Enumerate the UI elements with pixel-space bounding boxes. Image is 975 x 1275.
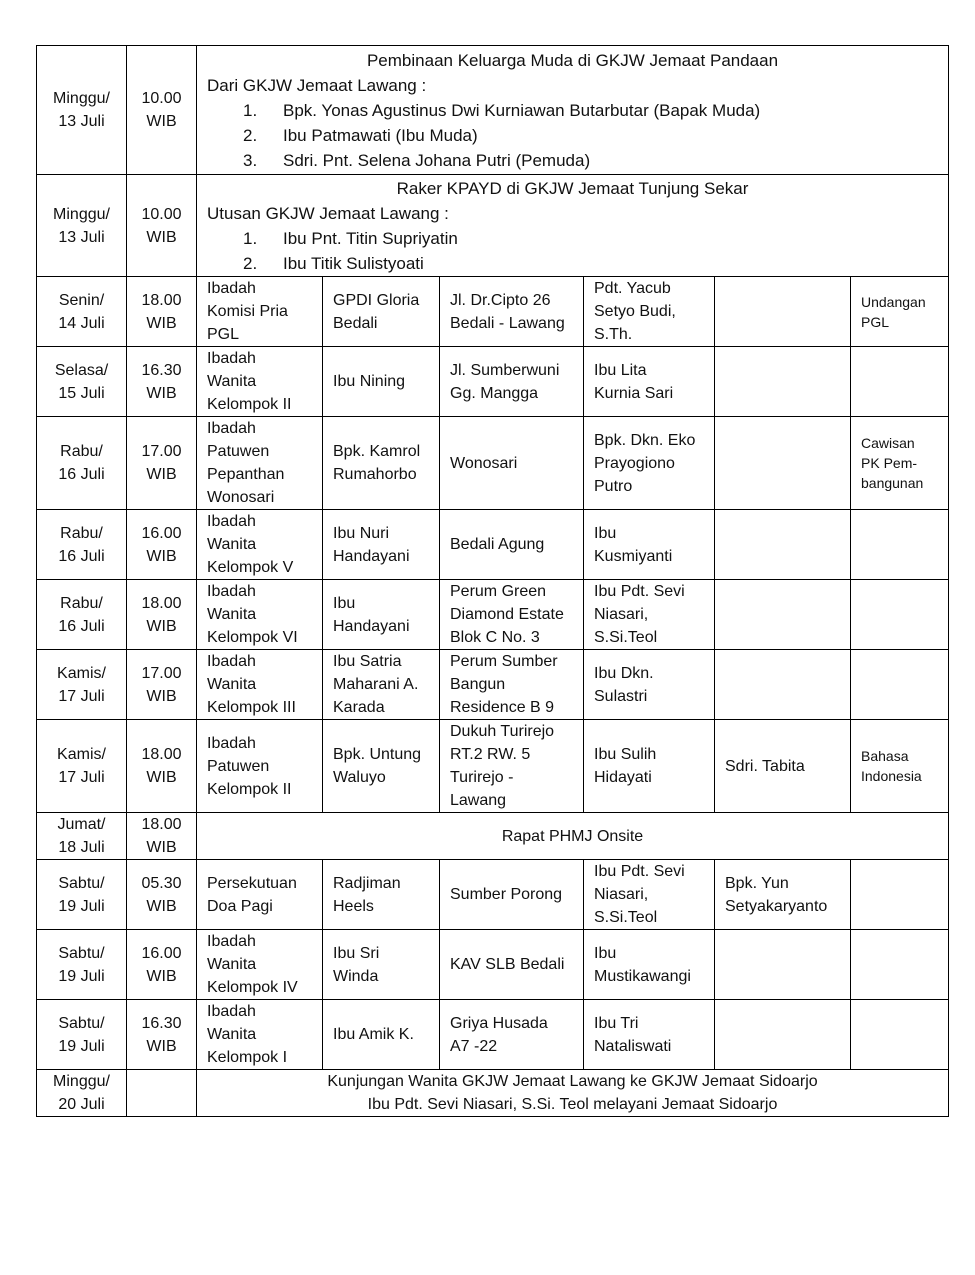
place-cell [440,650,584,720]
time-value: 16.30 [141,361,182,379]
host-line: Ibu Sri [333,944,380,962]
place-line: Bangun [450,676,506,693]
assistant-cell [715,860,851,930]
time-value: 16.30 [141,1014,182,1032]
meeting-row [37,813,949,860]
place-line: Blok C No. 3 [450,629,540,646]
schedule-row [37,417,949,510]
host-line: Bpk. Untung [333,746,422,763]
assistant-line: Sdri. Tabita [725,757,805,775]
time-value: 18.00 [141,746,182,763]
preacher-line: Nataliswati [594,1037,672,1055]
time-cell [127,580,197,650]
assistant-cell [715,510,851,580]
place-line: Residence B 9 [450,699,555,716]
assistant-cell [715,930,851,1000]
preacher-line: Niasari, [594,886,649,903]
time-zone: WIB [146,113,177,130]
schedule-row [37,347,949,417]
place-cell [440,277,584,347]
event-line: Kelompok II [207,396,292,413]
special-event-detail [197,175,949,277]
host-line: Maharani A. [333,676,419,693]
day-name: Sabtu/ [58,1014,105,1032]
day-date: 16 Juli [58,466,105,483]
event-cell [197,720,323,813]
day-cell [37,175,127,277]
day-name: Sabtu/ [58,874,105,892]
preacher-line: Kusmiyanti [594,547,673,565]
preacher-cell [584,347,715,417]
host-cell [323,720,440,813]
preacher-line: Bpk. Dkn. Eko [594,431,696,449]
note-line: Cawisan [861,435,915,451]
preacher-cell [584,1000,715,1070]
time-value: 17.00 [141,664,182,682]
event-line: Patuwen [207,757,270,775]
day-date: 17 Juli [58,769,105,786]
note-cell [851,580,949,650]
place-line: Bedali Agung [450,536,545,553]
day-cell [37,1000,127,1070]
host-line: Ibu Amik K. [333,1026,414,1043]
host-line: Handayani [333,547,410,565]
host-line: Ibu Satria [333,653,402,670]
event-line: Patuwen [207,443,270,460]
place-line: Sumber Porong [450,886,563,903]
special-event-subtitle: Utusan GKJW Jemaat Lawang : [207,203,449,223]
assistant-cell [715,720,851,813]
note-line: Indonesia [861,768,922,784]
time-value: 16.00 [141,524,182,542]
preacher-line: Putro [594,477,633,495]
day-cell [37,1070,127,1117]
time-zone: WIB [146,384,177,402]
day-name: Jumat/ [57,816,106,833]
place-line: Griya Husada [450,1014,548,1032]
event-line: Kelompok II [207,780,292,798]
host-line: Waluyo [333,769,386,786]
place-line: Gg. Mangga [450,384,539,402]
day-cell [37,930,127,1000]
note-cell [851,347,949,417]
host-line: Ibu [333,594,356,612]
note-line: bangunan [861,475,924,491]
place-line: KAV SLB Bedali [450,956,565,973]
event-line: Kelompok VI [207,629,298,646]
host-cell [323,650,440,720]
event-cell [197,860,323,930]
preacher-line: Niasari, [594,606,649,623]
time-cell [127,46,197,175]
day-cell [37,650,127,720]
day-name: Selasa/ [54,361,109,379]
day-date: 13 Juli [58,113,105,130]
time-value: 18.00 [141,291,182,309]
time-zone: WIB [146,466,177,483]
schedule-row [37,930,949,1000]
preacher-cell [584,510,715,580]
day-cell [37,813,127,860]
event-cell [197,277,323,347]
day-date: 14 Juli [58,314,105,332]
host-line: Heels [333,897,374,915]
visit-line: Kunjungan Wanita GKJW Jemaat Lawang ke GKJW Jemaat Sidoarjo [327,1073,818,1090]
participant-item [243,251,938,276]
participant-list [207,98,938,173]
event-cell [197,347,323,417]
place-line: A7 -22 [450,1037,498,1055]
participant-number: 1. [243,228,258,248]
time-zone: WIB [146,769,177,786]
day-name: Minggu/ [53,205,110,223]
participant-number: 3. [243,150,258,170]
preacher-line: Pdt. Yacub [594,280,671,297]
place-cell [440,580,584,650]
event-line: Ibadah [207,933,256,950]
event-line: Ibadah [207,420,256,437]
special-event-detail [197,46,949,175]
place-cell [440,417,584,510]
time-value: 10.00 [141,90,182,107]
time-value: 18.00 [141,816,182,833]
event-line: PGL [207,326,240,343]
event-line: Ibadah [207,1003,256,1020]
meeting-text: Rapat PHMJ Onsite [501,827,644,845]
assistant-line: Bpk. Yun [725,874,789,892]
event-line: Ibadah [207,653,256,670]
participant-item [243,98,938,123]
day-date: 18 Juli [58,839,105,856]
day-date: 13 Juli [58,228,105,246]
participant-item [243,123,938,148]
preacher-line: Ibu Pdt. Sevi [594,583,685,600]
note-line: PK Pem- [861,455,918,471]
assistant-cell [715,580,851,650]
day-name: Sabtu/ [58,944,105,962]
day-cell [37,580,127,650]
note-cell [851,720,949,813]
time-zone: WIB [146,1037,177,1055]
place-line: RT.2 RW. 5 [450,746,531,763]
place-cell [440,510,584,580]
day-cell [37,46,127,175]
participant-name: Ibu Pnt. Titin Supriyatin [283,228,458,248]
schedule-body [37,46,949,1117]
preacher-line: S.Si.Teol [594,909,658,926]
schedule-row [37,1000,949,1070]
event-cell [197,417,323,510]
visit-line: Ibu Pdt. Sevi Niasari, S.Si. Teol melayani Jemaat Sidoarjo [367,1096,778,1113]
host-cell [323,1000,440,1070]
event-line: Wanita [207,676,257,693]
special-event-subtitle: Dari GKJW Jemaat Lawang : [207,75,427,95]
day-cell [37,860,127,930]
special-event-title: Pembinaan Keluarga Muda di GKJW Jemaat Pandaan [366,50,779,70]
day-cell [37,277,127,347]
event-line: Doa Pagi [207,897,273,915]
time-cell [127,813,197,860]
day-date: 17 Juli [58,687,105,705]
day-cell [37,720,127,813]
host-cell [323,347,440,417]
day-date: 15 Juli [58,384,105,402]
host-line: Bedali [333,314,378,332]
day-date: 19 Juli [58,967,105,985]
preacher-line: Ibu Dkn. [594,664,654,682]
schedule-row [37,510,949,580]
host-line: GPDI Gloria [333,291,420,309]
time-cell [127,1000,197,1070]
note-line: PGL [861,313,890,330]
host-cell [323,860,440,930]
assistant-cell [715,1000,851,1070]
event-line: Persekutuan [207,874,297,892]
event-line: Pepanthan [207,466,285,483]
day-date: 19 Juli [58,897,105,915]
event-line: Ibadah [207,350,256,367]
time-value: 18.00 [141,594,182,612]
day-name: Rabu/ [60,594,103,612]
note-cell [851,930,949,1000]
event-line: Komisi Pria [207,303,288,320]
time-cell [127,650,197,720]
time-cell [127,510,197,580]
participant-name: Ibu Titik Sulistyoati [283,253,424,273]
event-line: Kelompok III [207,699,296,716]
time-zone: WIB [146,967,177,985]
day-date: 16 Juli [58,547,105,565]
meeting-cell [197,813,949,860]
event-cell [197,510,323,580]
time-zone: WIB [146,897,177,915]
event-line: Wanita [207,373,257,390]
host-line: Karada [333,699,385,716]
place-line: Jl. Dr.Cipto 26 [450,291,551,309]
day-name: Kamis/ [57,664,106,682]
preacher-line: Hidayati [594,769,652,786]
participant-name: Bpk. Yonas Agustinus Dwi Kurniawan Butarbutar (Bapak Muda) [283,100,761,120]
time-zone: WIB [146,839,177,856]
preacher-cell [584,580,715,650]
host-cell [323,510,440,580]
time-zone: WIB [146,617,177,635]
preacher-line: Setyo Budi, [594,303,676,320]
time-value: 10.00 [141,205,182,223]
host-line: Bpk. Kamrol [333,443,421,460]
preacher-line: S.Th. [594,326,633,343]
assistant-cell [715,277,851,347]
place-cell [440,860,584,930]
host-line: Ibu Nining [333,373,406,390]
time-zone: WIB [146,687,177,705]
time-cell [127,930,197,1000]
event-line: Kelompok IV [207,979,298,996]
note-cell [851,860,949,930]
day-name: Rabu/ [60,524,103,542]
event-line: Kelompok I [207,1049,288,1066]
place-line: Bedali - Lawang [450,314,565,332]
note-cell [851,1000,949,1070]
preacher-line: Sulastri [594,687,648,705]
day-cell [37,417,127,510]
host-cell [323,277,440,347]
participant-item [243,226,938,251]
time-cell [127,417,197,510]
preacher-cell [584,720,715,813]
time-value: 16.00 [141,944,182,962]
preacher-cell [584,930,715,1000]
schedule-row [37,650,949,720]
preacher-line: Kurnia Sari [594,384,674,402]
time-zone: WIB [146,314,177,332]
assistant-line: Setyakaryanto [725,897,828,915]
time-cell [127,1070,197,1117]
event-cell [197,930,323,1000]
place-line: Jl. Sumberwuni [450,361,560,379]
special-event-row [37,175,949,277]
event-line: Wanita [207,606,257,623]
visit-row [37,1070,949,1117]
event-line: Wanita [207,536,257,553]
day-cell [37,510,127,580]
day-name: Rabu/ [60,443,103,460]
day-name: Senin/ [58,291,105,309]
event-line: Wonosari [207,489,275,506]
preacher-line: Ibu Pdt. Sevi [594,863,685,880]
place-line: Perum Sumber [450,653,558,670]
special-event-row [37,46,949,175]
preacher-line: Ibu Tri [594,1014,639,1032]
host-line: Rumahorbo [333,466,417,483]
place-line: Wonosari [450,454,518,472]
event-cell [197,580,323,650]
schedule-row [37,860,949,930]
event-cell [197,650,323,720]
host-cell [323,417,440,510]
host-cell [323,930,440,1000]
preacher-line: Ibu Sulih [594,746,657,763]
time-cell [127,860,197,930]
preacher-line: Prayogiono [594,454,675,472]
place-cell [440,930,584,1000]
note-cell [851,650,949,720]
place-cell [440,720,584,813]
host-line: Handayani [333,617,410,635]
participant-name: Ibu Patmawati (Ibu Muda) [283,125,478,145]
note-cell [851,510,949,580]
time-zone: WIB [146,228,177,246]
host-line: Winda [333,967,379,985]
event-cell [197,1000,323,1070]
preacher-cell [584,650,715,720]
visit-cell [197,1070,949,1117]
day-name: Minggu/ [53,1073,110,1090]
note-line: Undangan [861,293,926,310]
host-line: Ibu Nuri [333,524,390,542]
participant-item [243,148,938,173]
time-value: 17.00 [141,443,182,460]
day-date: 20 Juli [58,1096,105,1113]
participant-number: 2. [243,125,258,145]
time-cell [127,277,197,347]
schedule-table [36,45,949,1117]
day-date: 19 Juli [58,1037,105,1055]
place-line: Diamond Estate [450,606,564,623]
preacher-line: Mustikawangi [594,967,691,985]
special-event-title: Raker KPAYD di GKJW Jemaat Tunjung Sekar [396,178,749,198]
time-zone: WIB [146,547,177,565]
time-cell [127,347,197,417]
participant-list [207,226,938,276]
event-line: Ibadah [207,583,256,600]
place-line: Turirejo - [450,769,514,786]
preacher-line: Ibu [594,944,617,962]
place-cell [440,1000,584,1070]
host-cell [323,580,440,650]
note-line: Bahasa [861,748,909,764]
preacher-line: S.Si.Teol [594,629,658,646]
place-line: Lawang [450,792,507,809]
note-cell [851,277,949,347]
time-value: 05.30 [141,874,182,892]
event-line: Ibadah [207,734,256,752]
preacher-cell [584,277,715,347]
place-cell [440,347,584,417]
event-line: Wanita [207,1026,257,1043]
time-cell [127,175,197,277]
event-line: Ibadah [207,280,256,297]
schedule-row [37,580,949,650]
host-line: Radjiman [333,874,401,892]
day-date: 16 Juli [58,617,105,635]
preacher-line: Ibu [594,524,617,542]
day-cell [37,347,127,417]
schedule-row [37,277,949,347]
event-line: Ibadah [207,513,256,530]
assistant-cell [715,650,851,720]
participant-number: 2. [243,253,258,273]
event-line: Wanita [207,956,257,973]
preacher-cell [584,860,715,930]
event-line: Kelompok V [207,559,294,576]
day-name: Kamis/ [57,746,106,763]
participant-name: Sdri. Pnt. Selena Johana Putri (Pemuda) [283,150,591,170]
preacher-cell [584,417,715,510]
time-cell [127,720,197,813]
participant-number: 1. [243,100,258,120]
assistant-cell [715,347,851,417]
place-line: Dukuh Turirejo [450,723,555,740]
day-name: Minggu/ [53,90,110,107]
preacher-line: Ibu Lita [594,361,647,379]
schedule-row [37,720,949,813]
note-cell [851,417,949,510]
place-line: Perum Green [450,583,547,600]
assistant-cell [715,417,851,510]
